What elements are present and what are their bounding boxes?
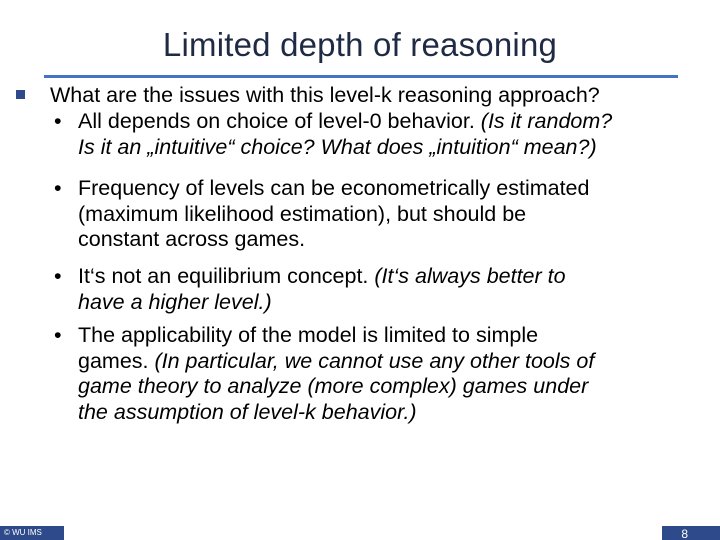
text-normal: It‘s not an equilibrium concept.: [78, 264, 375, 288]
text-italic: (In particular, we cannot use any other tools of: [154, 348, 595, 373]
main-bullet-text: What are the issues with this level-k reasoning approach?: [50, 83, 600, 107]
bullet-dot-icon: •: [54, 109, 62, 133]
bullet-dot-icon: •: [54, 323, 62, 347]
text-normal: All depends on choice of level-0 behavior.: [78, 109, 481, 133]
square-bullet-icon: [16, 90, 25, 99]
sub-bullet-text: [78, 264, 718, 315]
text-italic: Is it an „intuitive“ choice? What does „intuition“ mean?): [78, 134, 597, 159]
sub-bullet-text: [78, 323, 718, 425]
text-italic: (Is it random?: [480, 109, 613, 133]
text-italic: the assumption of level-k behavior.): [78, 399, 417, 424]
slide-title: Limited depth of reasoning: [162, 26, 558, 63]
text-italic: (It‘s always better to: [374, 264, 566, 288]
sub-bullet-text: [78, 109, 718, 160]
text-normal: Frequency of levels can be econometrically estimated: [78, 176, 590, 200]
text-normal: games.: [78, 348, 155, 373]
title-underline: [44, 75, 678, 78]
text-normal: (maximum likelihood estimation), but should be: [78, 201, 527, 226]
text-italic: have a higher level.): [78, 289, 272, 314]
page-number: 8: [662, 526, 720, 540]
text-normal: constant across games.: [78, 227, 306, 251]
footer-copyright: © WU IMS: [0, 526, 64, 540]
bullet-dot-icon: •: [54, 264, 62, 288]
text-normal: The applicability of the model is limited to simple: [78, 323, 539, 347]
bullet-dot-icon: •: [54, 176, 62, 200]
sub-bullet-text: [78, 176, 718, 253]
text-italic: game theory to analyze (more complex) games under: [78, 374, 589, 398]
